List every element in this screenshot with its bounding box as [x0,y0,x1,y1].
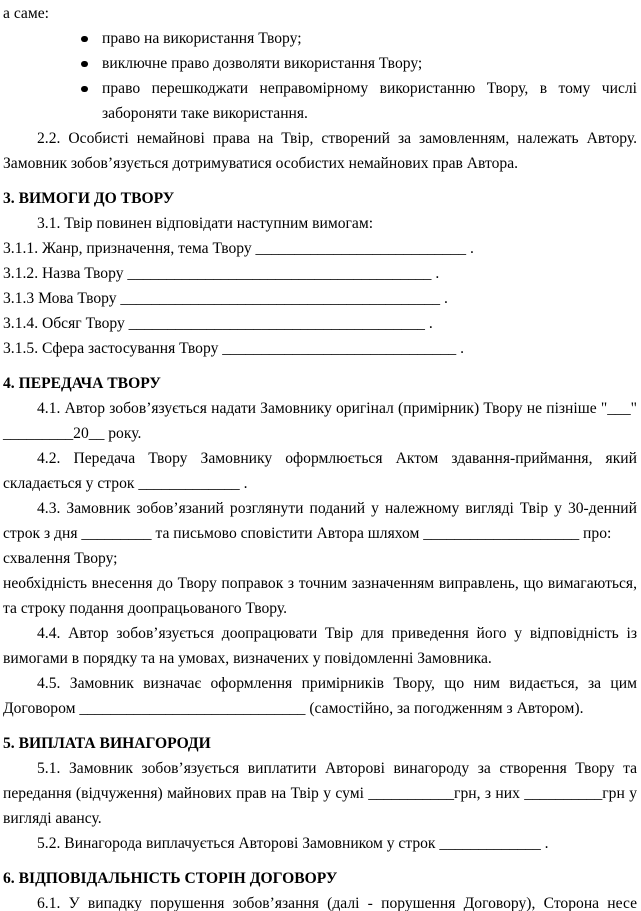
clause-4-2: 4.2. Передача Твору Замовнику оформлюється Актом здавання-приймання, який складається у строк _____________ . [3,450,637,492]
section-6-heading: 6. ВІДПОВІДАЛЬНІСТЬ СТОРІН ДОГОВОРУ [3,870,338,887]
clause-4-1: 4.1. Автор зобов’язується надати Замовнику оригінал (примірник) Твору не пізніше "___" _________20__ року. [3,400,637,442]
clause-6-1: 6.1. У випадку порушення зобов’язання (далі - порушення Договору), Сторона несе [37,895,637,911]
clause-5-2: 5.2. Винагорода виплачується Авторові Замовником у строк _____________ . [37,835,549,852]
bullet-icon [81,61,88,68]
clause-3-1: 3.1. Твір повинен відповідати наступним вимогам: [37,215,374,232]
clause-3-1-3: 3.1.3 Мова Твору _________________________________________ . [3,290,448,307]
clause-3-1-1: 3.1.1. Жанр, призначення, тема Твору ___________________________ . [3,240,474,257]
list-item [102,51,637,76]
clause-4-3-option-approval: схвалення Твору; [3,550,118,567]
clause-4-3-option-corrections: необхідність внесення до Твору поправок з точним зазначенням виправлень, що вимагаються, та строку подання доопрацьованого Твору. [3,575,637,617]
clause-4-5: 4.5. Замовник визначає оформлення примірників Твору, що ним видається, за цим Договором _____________________________ (самостійно, за погодженням з Автором). [3,675,637,717]
intro-line: а саме: [3,5,49,22]
section-3-heading: 3. ВИМОГИ ДО ТВОРУ [3,190,175,207]
list-item [102,76,637,126]
clause-4-3: 4.3. Замовник зобов’язаний розглянути поданий у належному вигляді Твір у 30-денний строк з дня _________ та письмово сповістити Автора шляхом ____________________ про: [3,500,637,542]
clause-3-1-5: 3.1.5. Сфера застосування Твору ______________________________ . [3,340,464,357]
list-item [102,26,637,51]
clause-3-1-2: 3.1.2. Назва Твору _______________________________________ . [3,265,440,282]
bullet-text: право перешкоджати неправомірному використанню Твору, в тому числі забороняти таке використання. [102,80,637,122]
section-4-heading: 4. ПЕРЕДАЧА ТВОРУ [3,375,161,392]
section-5-heading: 5. ВИПЛАТА ВИНАГОРОДИ [3,735,211,752]
clause-3-1-4: 3.1.4. Обсяг Твору ______________________________________ . [3,315,433,332]
clause-5-1: 5.1. Замовник зобов’язується виплатити Авторові винагороду за створення Твору та передання (відчуження) майнових прав на Твір у сумі ___________грн, з них __________грн у вигляді авансу. [3,760,637,827]
bullet-text: право на використання Твору; [102,30,302,47]
bullet-icon [81,86,88,93]
bullet-icon [81,36,88,43]
clause-4-4: 4.4. Автор зобов’язується доопрацювати Твір для приведення його у відповідність із вимогами в порядку та на умовах, визначених у повідомленні Замовника. [3,625,637,667]
rights-bullet-list [3,26,637,126]
bullet-text: виключне право дозволяти використання Твору; [102,55,423,72]
clause-2-2: 2.2. Особисті немайнові права на Твір, створений за замовленням, належать Автору. Замовник зобов’язується дотримуватися особистих немайнових прав Автора. [3,130,637,172]
